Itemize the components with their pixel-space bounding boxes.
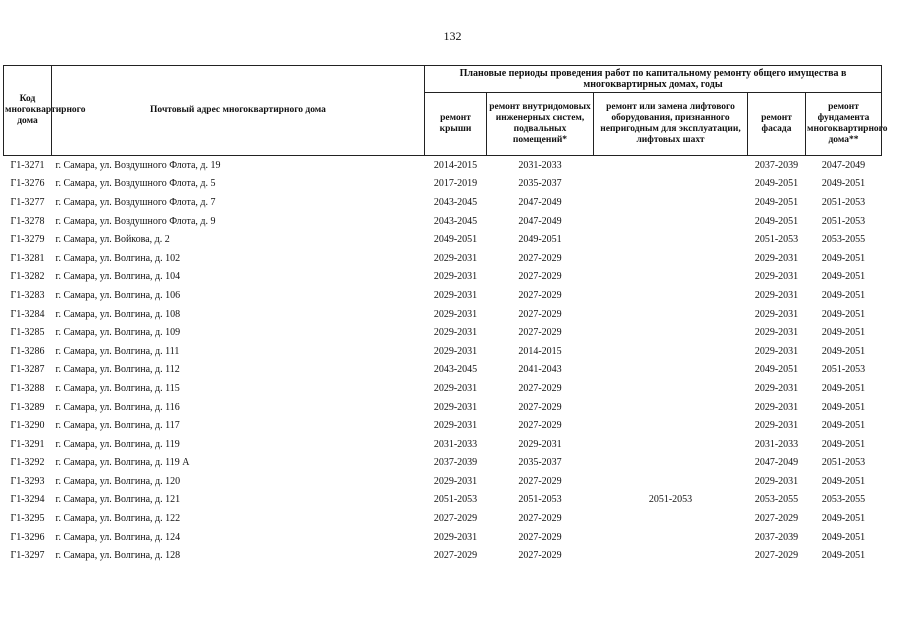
row-roof: 2029-2031 <box>433 382 478 394</box>
row-facade: 2029-2031 <box>754 271 799 283</box>
row-foundation: 2049-2051 <box>821 513 866 525</box>
row-facade: 2053-2055 <box>754 494 799 506</box>
header-roof: ремонт крыши <box>425 93 487 156</box>
row-roof: 2029-2031 <box>433 289 478 301</box>
row-elevator <box>594 342 748 361</box>
header-foundation: ремонт фундамента многоквартирного дома** <box>806 93 882 156</box>
row-elevator <box>594 175 748 194</box>
header-periods-group: Плановые периоды проведения работ по капитальному ремонту общего имущества в многоквартирных домах, годы <box>425 66 882 93</box>
row-elevator <box>594 361 748 380</box>
row-address: г. Самара, ул. Волгина, д. 117 <box>55 420 180 432</box>
row-facade: 2027-2029 <box>754 550 799 562</box>
header-code: Код многоквартирного дома <box>4 66 52 156</box>
row-facade: 2031-2033 <box>754 438 799 450</box>
row-facade: 2027-2029 <box>754 513 799 525</box>
table-row <box>4 491 882 510</box>
table-row <box>4 528 882 547</box>
row-facade: 2047-2049 <box>754 457 799 469</box>
row-address: г. Самара, ул. Волгина, д. 122 <box>55 513 181 525</box>
row-foundation: 2049-2051 <box>821 178 866 190</box>
header-address: Почтовый адрес многоквартирного дома <box>52 66 425 156</box>
row-address: г. Самара, ул. Волгина, д. 124 <box>55 531 181 543</box>
row-facade: 2049-2051 <box>754 196 799 208</box>
row-roof: 2043-2045 <box>433 364 478 376</box>
row-elevator <box>594 546 748 565</box>
table-row <box>4 435 882 454</box>
row-code: Г1-3292 <box>10 457 45 469</box>
row-address: г. Самара, ул. Волгина, д. 109 <box>55 327 181 339</box>
row-roof: 2029-2031 <box>433 327 478 339</box>
row-address: г. Самара, ул. Волгина, д. 115 <box>55 382 180 394</box>
table-row <box>4 509 882 528</box>
row-address: г. Самара, ул. Воздушного Флота, д. 9 <box>55 215 216 227</box>
row-address: г. Самара, ул. Волгина, д. 111 <box>55 345 180 357</box>
row-engineering: 2027-2029 <box>518 475 562 487</box>
row-foundation: 2049-2051 <box>821 252 866 264</box>
row-foundation: 2051-2053 <box>821 457 866 469</box>
row-roof: 2017-2019 <box>433 178 478 190</box>
row-facade: 2029-2031 <box>754 475 799 487</box>
table-row <box>4 416 882 435</box>
row-foundation: 2053-2055 <box>821 494 866 506</box>
row-elevator <box>594 249 748 268</box>
row-roof: 2029-2031 <box>433 401 478 413</box>
row-code: Г1-3278 <box>10 215 45 227</box>
row-facade: 2037-2039 <box>754 159 799 171</box>
row-foundation: 2051-2053 <box>821 196 866 208</box>
header-facade: ремонт фасада <box>748 93 806 156</box>
row-elevator <box>594 286 748 305</box>
row-facade: 2029-2031 <box>754 382 799 394</box>
row-elevator <box>594 193 748 212</box>
row-address: г. Самара, ул. Волгина, д. 102 <box>55 252 181 264</box>
row-address: г. Самара, ул. Волгина, д. 119 <box>55 438 180 450</box>
row-engineering: 2049-2051 <box>518 234 562 246</box>
header-elevator: ремонт или замена лифтового оборудования, признанного непригодным для эксплуатации, лифтовых шахт <box>594 93 748 156</box>
row-facade: 2029-2031 <box>754 327 799 339</box>
row-elevator <box>594 398 748 417</box>
row-elevator <box>594 435 748 454</box>
row-elevator <box>594 509 748 528</box>
row-roof: 2043-2045 <box>433 196 478 208</box>
row-elevator <box>594 528 748 547</box>
row-facade: 2037-2039 <box>754 531 799 543</box>
table-row <box>4 342 882 361</box>
row-code: Г1-3297 <box>10 550 45 562</box>
row-facade: 2029-2031 <box>754 345 799 357</box>
row-foundation: 2049-2051 <box>821 382 866 394</box>
row-foundation: 2049-2051 <box>821 475 866 487</box>
row-facade: 2049-2051 <box>754 178 799 190</box>
row-roof: 2029-2031 <box>433 252 478 264</box>
row-address: г. Самара, ул. Волгина, д. 119 А <box>55 457 190 469</box>
table-body <box>4 156 882 566</box>
row-foundation: 2049-2051 <box>821 308 866 320</box>
row-code: Г1-3295 <box>10 513 45 525</box>
table-row <box>4 361 882 380</box>
row-roof: 2051-2053 <box>433 494 478 506</box>
row-code: Г1-3288 <box>10 382 45 394</box>
row-facade: 2049-2051 <box>754 215 799 227</box>
row-elevator <box>594 305 748 324</box>
row-elevator: 2051-2053 <box>648 494 693 506</box>
row-roof: 2043-2045 <box>433 215 478 227</box>
row-code: Г1-3277 <box>10 196 45 208</box>
row-foundation: 2051-2053 <box>821 364 866 376</box>
table-row <box>4 454 882 473</box>
row-address: г. Самара, ул. Волгина, д. 112 <box>55 364 180 376</box>
table-row <box>4 230 882 249</box>
table-row <box>4 156 882 175</box>
row-address: г. Самара, ул. Волгина, д. 128 <box>55 550 181 562</box>
row-roof: 2029-2031 <box>433 271 478 283</box>
row-roof: 2049-2051 <box>433 234 478 246</box>
row-address: г. Самара, ул. Воздушного Флота, д. 19 <box>55 159 221 171</box>
row-code: Г1-3283 <box>10 289 45 301</box>
row-code: Г1-3282 <box>10 271 45 283</box>
row-facade: 2051-2053 <box>754 234 799 246</box>
row-roof: 2014-2015 <box>433 159 478 171</box>
row-roof: 2029-2031 <box>433 345 478 357</box>
row-address: г. Самара, ул. Волгина, д. 106 <box>55 289 181 301</box>
row-engineering: 2027-2029 <box>518 289 562 301</box>
table-row <box>4 398 882 417</box>
row-address: г. Самара, ул. Воздушного Флота, д. 7 <box>55 196 216 208</box>
row-engineering: 2051-2053 <box>518 494 562 506</box>
row-code: Г1-3289 <box>10 401 45 413</box>
row-roof: 2037-2039 <box>433 457 478 469</box>
table-row <box>4 268 882 287</box>
row-engineering: 2027-2029 <box>518 271 562 283</box>
row-code: Г1-3287 <box>10 364 45 376</box>
table-row <box>4 323 882 342</box>
row-address: г. Самара, ул. Воздушного Флота, д. 5 <box>55 178 216 190</box>
row-engineering: 2014-2015 <box>518 345 562 357</box>
row-elevator <box>594 323 748 342</box>
row-facade: 2029-2031 <box>754 308 799 320</box>
table-row <box>4 249 882 268</box>
row-engineering: 2027-2029 <box>518 401 562 413</box>
row-roof: 2029-2031 <box>433 308 478 320</box>
row-foundation: 2049-2051 <box>821 420 866 432</box>
row-roof: 2027-2029 <box>433 513 478 525</box>
row-code: Г1-3284 <box>10 308 45 320</box>
row-code: Г1-3281 <box>10 252 45 264</box>
row-engineering: 2047-2049 <box>518 215 562 227</box>
row-code: Г1-3279 <box>10 234 45 246</box>
row-engineering: 2031-2033 <box>518 159 562 171</box>
row-engineering: 2027-2029 <box>518 550 562 562</box>
row-engineering: 2027-2029 <box>518 327 562 339</box>
row-engineering: 2029-2031 <box>518 438 562 450</box>
row-engineering: 2027-2029 <box>518 382 562 394</box>
row-code: Г1-3293 <box>10 475 45 487</box>
row-code: Г1-3294 <box>10 494 45 506</box>
row-engineering: 2027-2029 <box>518 420 562 432</box>
table-row <box>4 212 882 231</box>
row-foundation: 2049-2051 <box>821 345 866 357</box>
page-number: 132 <box>443 29 462 43</box>
row-elevator <box>594 379 748 398</box>
row-engineering: 2047-2049 <box>518 196 562 208</box>
row-engineering: 2027-2029 <box>518 308 562 320</box>
row-address: г. Самара, ул. Волгина, д. 104 <box>55 271 181 283</box>
header-engineering: ремонт внутридомовых инженерных систем, подвальных помещений* <box>487 93 594 156</box>
row-foundation: 2049-2051 <box>821 531 866 543</box>
row-address: г. Самара, ул. Волгина, д. 116 <box>55 401 180 413</box>
row-foundation: 2049-2051 <box>821 271 866 283</box>
row-address: г. Самара, ул. Волгина, д. 120 <box>55 475 181 487</box>
row-elevator <box>594 472 748 491</box>
row-roof: 2031-2033 <box>433 438 478 450</box>
row-foundation: 2051-2053 <box>821 215 866 227</box>
repair-schedule-table <box>3 65 888 565</box>
row-elevator <box>594 212 748 231</box>
table-row <box>4 305 882 324</box>
table-row <box>4 546 882 565</box>
row-code: Г1-3285 <box>10 327 45 339</box>
row-facade: 2049-2051 <box>754 364 799 376</box>
row-roof: 2027-2029 <box>433 550 478 562</box>
row-code: Г1-3271 <box>10 159 45 171</box>
row-foundation: 2053-2055 <box>821 234 866 246</box>
table-row <box>4 193 882 212</box>
row-facade: 2029-2031 <box>754 420 799 432</box>
row-elevator <box>594 268 748 287</box>
row-address: г. Самара, ул. Волгина, д. 108 <box>55 308 181 320</box>
row-elevator <box>594 156 748 175</box>
row-elevator <box>594 416 748 435</box>
row-facade: 2029-2031 <box>754 401 799 413</box>
row-foundation: 2049-2051 <box>821 438 866 450</box>
row-roof: 2029-2031 <box>433 420 478 432</box>
row-code: Г1-3290 <box>10 420 45 432</box>
row-code: Г1-3286 <box>10 345 45 357</box>
row-address: г. Самара, ул. Волгина, д. 121 <box>55 494 181 506</box>
row-engineering: 2027-2029 <box>518 513 562 525</box>
row-code: Г1-3291 <box>10 438 45 450</box>
row-foundation: 2049-2051 <box>821 289 866 301</box>
table-row <box>4 379 882 398</box>
row-code: Г1-3276 <box>10 178 45 190</box>
row-foundation: 2047-2049 <box>821 159 866 171</box>
row-elevator <box>594 454 748 473</box>
row-engineering: 2027-2029 <box>518 531 562 543</box>
row-facade: 2029-2031 <box>754 252 799 264</box>
row-roof: 2029-2031 <box>433 531 478 543</box>
row-engineering: 2041-2043 <box>518 364 562 376</box>
row-code: Г1-3296 <box>10 531 45 543</box>
table-row <box>4 175 882 194</box>
row-address: г. Самара, ул. Войкова, д. 2 <box>55 234 170 246</box>
row-engineering: 2027-2029 <box>518 252 562 264</box>
row-engineering: 2035-2037 <box>518 457 562 469</box>
row-elevator <box>594 230 748 249</box>
row-facade: 2029-2031 <box>754 289 799 301</box>
row-roof: 2029-2031 <box>433 475 478 487</box>
table-row <box>4 472 882 491</box>
row-foundation: 2049-2051 <box>821 550 866 562</box>
table-row <box>4 286 882 305</box>
row-engineering: 2035-2037 <box>518 178 562 190</box>
row-foundation: 2049-2051 <box>821 327 866 339</box>
row-foundation: 2049-2051 <box>821 401 866 413</box>
